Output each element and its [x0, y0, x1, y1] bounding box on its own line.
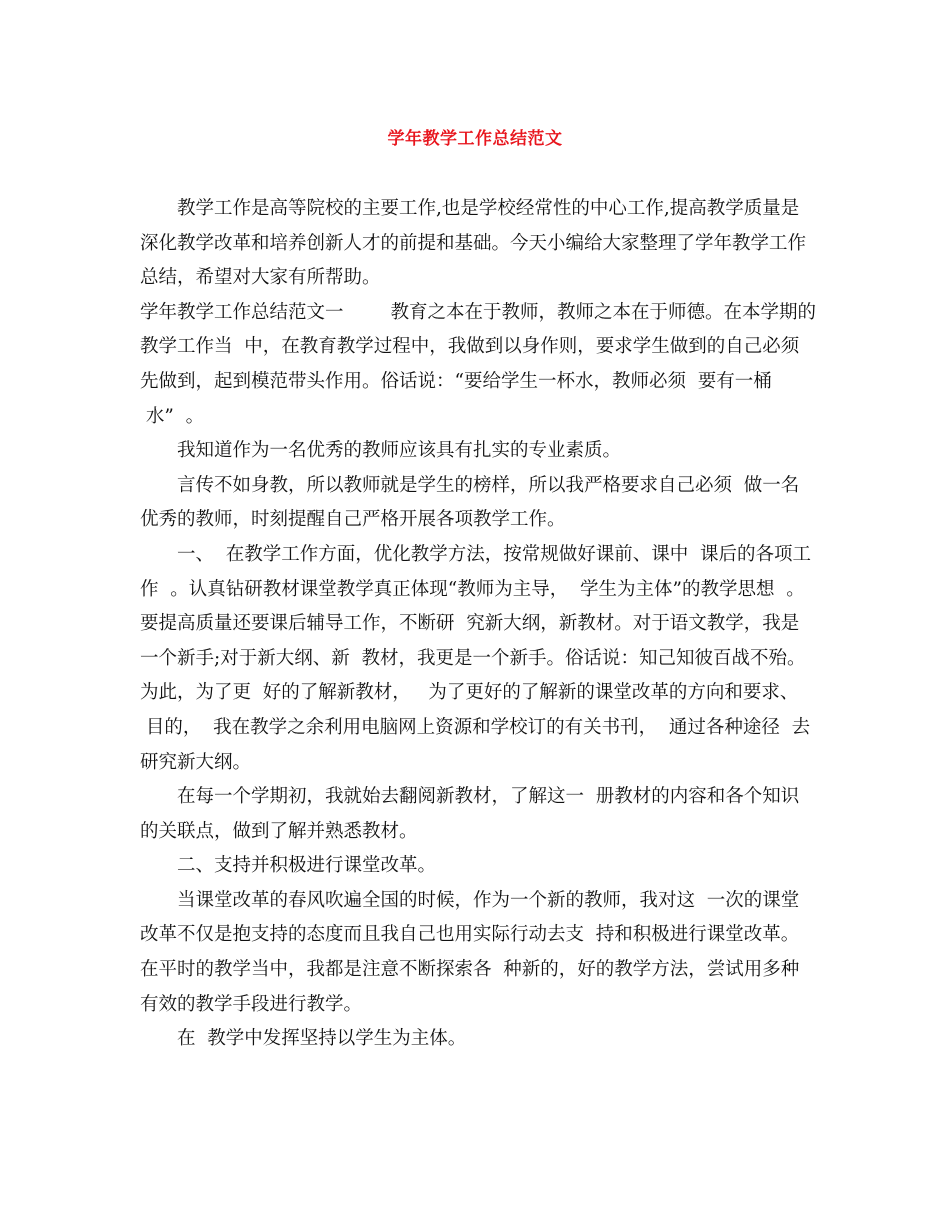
- text-line: 有效的教学手段进行教学。: [140, 993, 363, 1015]
- text-line: 教学工作是高等院校的主要工作,也是学校经常性的中心工作,提高教学质量是: [177, 198, 800, 219]
- text-line: 二、支持并积极进行课堂改革。: [177, 855, 437, 877]
- text-line: 言传不如身教，所以教师就是学生的榜样，所以我严格要求自己必须 做一名: [177, 474, 800, 496]
- text-line: 学年教学工作总结范文一 教育之本在于教师，教师之本在于师德。在本学期的: [140, 301, 817, 323]
- text-line: 一个新手;对于新大纲、新 教材，我更是一个新手。俗话说：知己知彼百战不殆。: [140, 647, 806, 669]
- text-line: 深化教学改革和培养创新人才的前提和基础。今天小编给大家整理了学年教学工作: [140, 232, 807, 254]
- text-line: 为此，为了更 好的了解新教材， 为了更好的了解新的课堂改革的方向和要求、: [140, 682, 799, 704]
- text-line: 在每一个学期初，我就始去翻阅新教材，了解这一 册教材的内容和各个知识: [177, 786, 800, 808]
- text-line: 我知道作为一名优秀的教师应该具有扎实的专业素质。: [177, 440, 622, 462]
- text-line: 作 。认真钻研教材课堂教学真正体现“教师为主导， 学生为主体”的教学思想 。: [140, 578, 805, 600]
- text-line: 目的， 我在教学之余利用电脑网上资源和学校订的有关书刊， 通过各种途径 去: [140, 716, 811, 738]
- text-line: 的关联点，做到了解并熟悉教材。: [140, 820, 418, 842]
- text-line: 要提高质量还要课后辅导工作，不断研 究新大纲，新教材。对于语文教学，我是: [140, 613, 800, 635]
- text-line: 总结，希望对大家有所帮助。: [140, 267, 381, 289]
- text-line: 在平时的教学当中，我都是注意不断探索各 种新的，好的教学方法，尝试用多种: [140, 959, 800, 981]
- text-line: 水” 。: [140, 405, 205, 427]
- text-line: 改革不仅是抱支持的态度而且我自己也用实际行动去支 持和积极进行课堂改革。: [140, 924, 800, 946]
- text-line: 先做到，起到模范带头作用。俗话说：“要给学生一杯水，教师必须 要有一桶: [140, 370, 772, 392]
- document-title: 学年教学工作总结范文: [387, 129, 563, 149]
- text-line: 在 教学中发挥坚持以学生为主体。: [177, 1028, 467, 1050]
- text-line: 教学工作当 中，在教育教学过程中，我做到以身作则，要求学生做到的自己必须: [140, 336, 800, 358]
- text-line: 当课堂改革的春风吹遍全国的时候，作为一个新的教师，我对这 一次的课堂: [177, 889, 800, 911]
- text-line: 优秀的教师，时刻提醒自己严格开展各项教学工作。: [140, 509, 566, 531]
- text-line: 研究新大纲。: [140, 751, 252, 773]
- text-line: 一、 在教学工作方面，优化教学方法，按常规做好课前、课中 课后的各项工: [177, 543, 812, 565]
- document-body: [140, 192, 817, 1057]
